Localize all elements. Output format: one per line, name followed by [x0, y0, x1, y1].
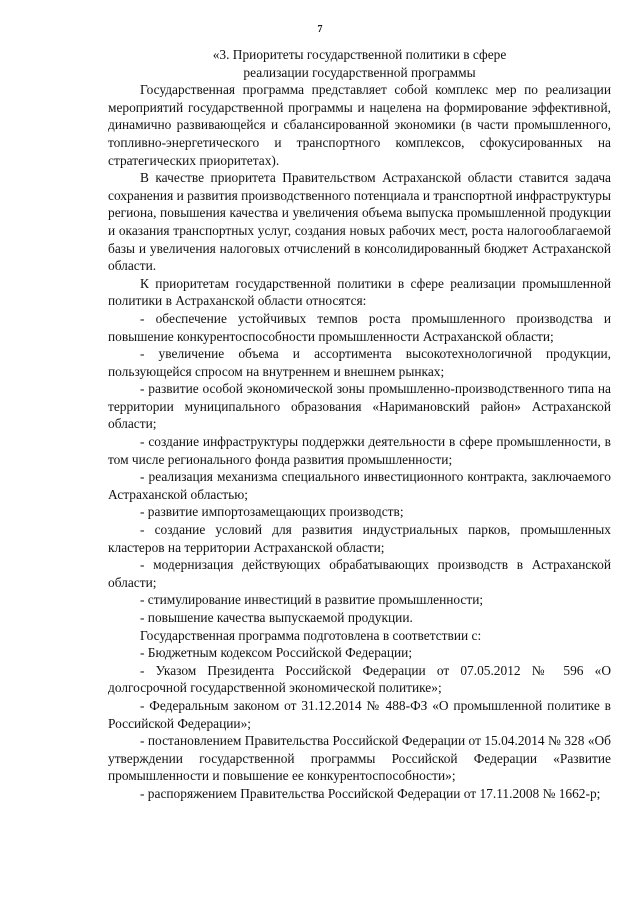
- paragraph-priorities-intro: К приоритетам государственной политики в сфере реализации промышленной политики в Астраханской области относятся:: [108, 275, 611, 309]
- list-item-priority: - реализация механизма специального инвестиционного контракта, заключаемого Астраханской областью;: [108, 469, 611, 502]
- list-item-legal-basis: - Указом Президента Российской Федерации от 07.05.2012 № 596 «О долгосрочной государственной экономической политике»;: [108, 662, 611, 696]
- list-item-legal-basis: - Федеральным законом от 31.12.2014 № 488-ФЗ «О промышленной политике в Российской Федерации»;: [108, 697, 611, 731]
- section-title-line-1: «3. Приоритеты государственной политики в сфере: [212, 47, 507, 62]
- list-item-priority: - повышение качества выпускаемой продукции.: [140, 610, 413, 625]
- list-item-priority: - развитие особой экономической зоны промышленно-производственного типа на территории муниципального образования «Наримановский район» Астраханской области;: [108, 381, 611, 432]
- list-item-priority: - создание инфраструктуры поддержки деятельности в сфере промышленности, в том числе регионального фонда развития промышленности;: [108, 434, 611, 467]
- paragraph-program-overview: Государственная программа представляет собой комплекс мер по реализации мероприятий государственной программы и нацелена на формирование эффективной, динамично развивающейся и сбалансированной экономики (в части промышленного, топливно-энергетического и транспортного комплексов, сфокусированных на стратегических приоритетах).: [108, 82, 611, 168]
- list-item-priority: - развитие импортозамещающих производств;: [140, 504, 404, 520]
- list-item-priority: - обеспечение устойчивых темпов роста промышленного производства и повышение конкурентоспособности промышленности Астраханской области;: [108, 310, 611, 344]
- list-item-priority: - увеличение объема и ассортимента высокотехнологичной продукции, пользующейся спросом на внутреннем и внешнем рынках;: [108, 346, 611, 379]
- list-item-priority: - модернизация действующих обрабатывающих производств в Астраханской области;: [108, 557, 611, 590]
- section-title: [108, 46, 611, 81]
- page-number: 7: [317, 24, 323, 35]
- list-item-legal-basis: - Бюджетным кодексом Российской Федерации;: [140, 645, 413, 661]
- section-title-line-2: реализации государственной программы: [243, 64, 476, 80]
- paragraph-government-priority: В качестве приоритета Правительством Астраханской области ставится задача сохранения и развития производственного потенциала и транспортной инфраструктуры региона, повышения качества и увеличения объема выпуска промышленной продукции и оказания транспортных услуг, создания новых рабочих мест, роста налогооблагаемой базы и увеличения налоговых отчислений в консолидированный бюджет Астраханской области.: [108, 170, 611, 274]
- list-item-priority: - стимулирование инвестиций в развитие промышленности;: [140, 592, 484, 608]
- paragraph-legal-basis-intro: Государственная программа подготовлена в соответствии с:: [140, 627, 482, 643]
- list-item-legal-basis: - распоряжением Правительства Российской Федерации от 17.11.2008 № 1662-р;: [140, 785, 601, 801]
- document-body: [108, 46, 611, 803]
- list-item-priority: - создание условий для развития индустриальных парков, промышленных кластеров на территории Астраханской области;: [108, 522, 611, 555]
- list-item-legal-basis: - постановлением Правительства Российской Федерации от 15.04.2014 № 328 «Об утверждении государственной программы Российской Федерации «Развитие промышленности и повышение ее конкурентоспособности»;: [108, 733, 611, 784]
